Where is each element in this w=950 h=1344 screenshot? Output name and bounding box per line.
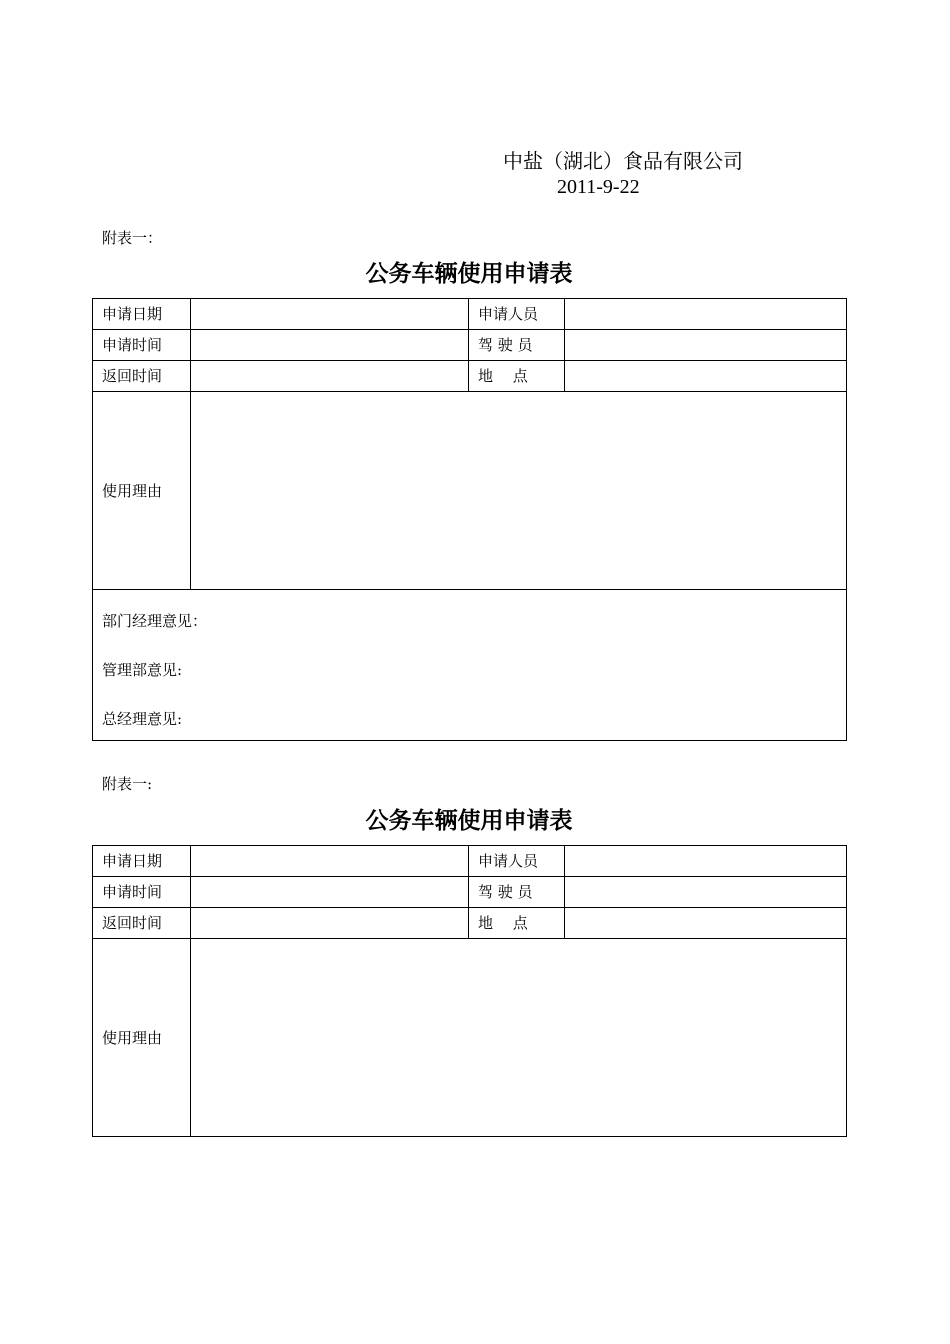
return-time-field[interactable] xyxy=(191,908,469,939)
attachment-label: 附表一： xyxy=(102,229,163,247)
reason-label: 使用理由 xyxy=(93,939,191,1137)
driver-label: 驾 驶 员 xyxy=(469,330,565,361)
gm-label: 总经理意见: xyxy=(102,710,183,728)
form-row xyxy=(93,392,847,590)
form-row xyxy=(93,330,847,361)
apply-time-label: 申请时间 xyxy=(93,877,191,908)
vehicle-request-form xyxy=(92,298,847,741)
reason-field[interactable] xyxy=(191,939,847,1137)
company-name: 中盐（湖北）食品有限公司 xyxy=(503,149,743,173)
admin-dept-label: 管理部意见: xyxy=(102,661,183,679)
apply-date-label: 申请日期 xyxy=(93,299,191,330)
opinions-row xyxy=(93,590,847,741)
driver-label: 驾 驶 员 xyxy=(469,877,565,908)
form-title: 公务车辆使用申请表 xyxy=(365,807,573,834)
form-row xyxy=(93,939,847,1137)
dept-manager-label: 部门经理意见： xyxy=(102,612,208,630)
opinions-cell[interactable] xyxy=(93,590,847,741)
form-row xyxy=(93,908,847,939)
attachment-label: 附表一: xyxy=(102,775,153,793)
form-row xyxy=(93,361,847,392)
apply-time-label: 申请时间 xyxy=(93,330,191,361)
reason-label: 使用理由 xyxy=(93,392,191,590)
apply-time-field[interactable] xyxy=(191,877,469,908)
gm-opinion xyxy=(102,688,846,737)
form-row xyxy=(93,846,847,877)
location-field[interactable] xyxy=(565,361,847,392)
location-label: 地 点 xyxy=(469,361,565,392)
applicant-field[interactable] xyxy=(565,299,847,330)
driver-field[interactable] xyxy=(565,330,847,361)
driver-field[interactable] xyxy=(565,877,847,908)
applicant-label: 申请人员 xyxy=(469,846,565,877)
admin-dept-opinion xyxy=(102,639,846,688)
applicant-field[interactable] xyxy=(565,846,847,877)
applicant-label: 申请人员 xyxy=(469,299,565,330)
return-time-field[interactable] xyxy=(191,361,469,392)
return-time-label: 返回时间 xyxy=(93,361,191,392)
location-label: 地 点 xyxy=(469,908,565,939)
apply-time-field[interactable] xyxy=(191,330,469,361)
form-row xyxy=(93,877,847,908)
form-title: 公务车辆使用申请表 xyxy=(365,260,573,287)
location-field[interactable] xyxy=(565,908,847,939)
reason-field[interactable] xyxy=(191,392,847,590)
apply-date-field[interactable] xyxy=(191,299,469,330)
vehicle-request-form xyxy=(92,845,847,1137)
form-row xyxy=(93,299,847,330)
document-date: 2011-9-22 xyxy=(557,176,640,198)
apply-date-label: 申请日期 xyxy=(93,846,191,877)
apply-date-field[interactable] xyxy=(191,846,469,877)
dept-manager-opinion xyxy=(102,590,846,639)
return-time-label: 返回时间 xyxy=(93,908,191,939)
